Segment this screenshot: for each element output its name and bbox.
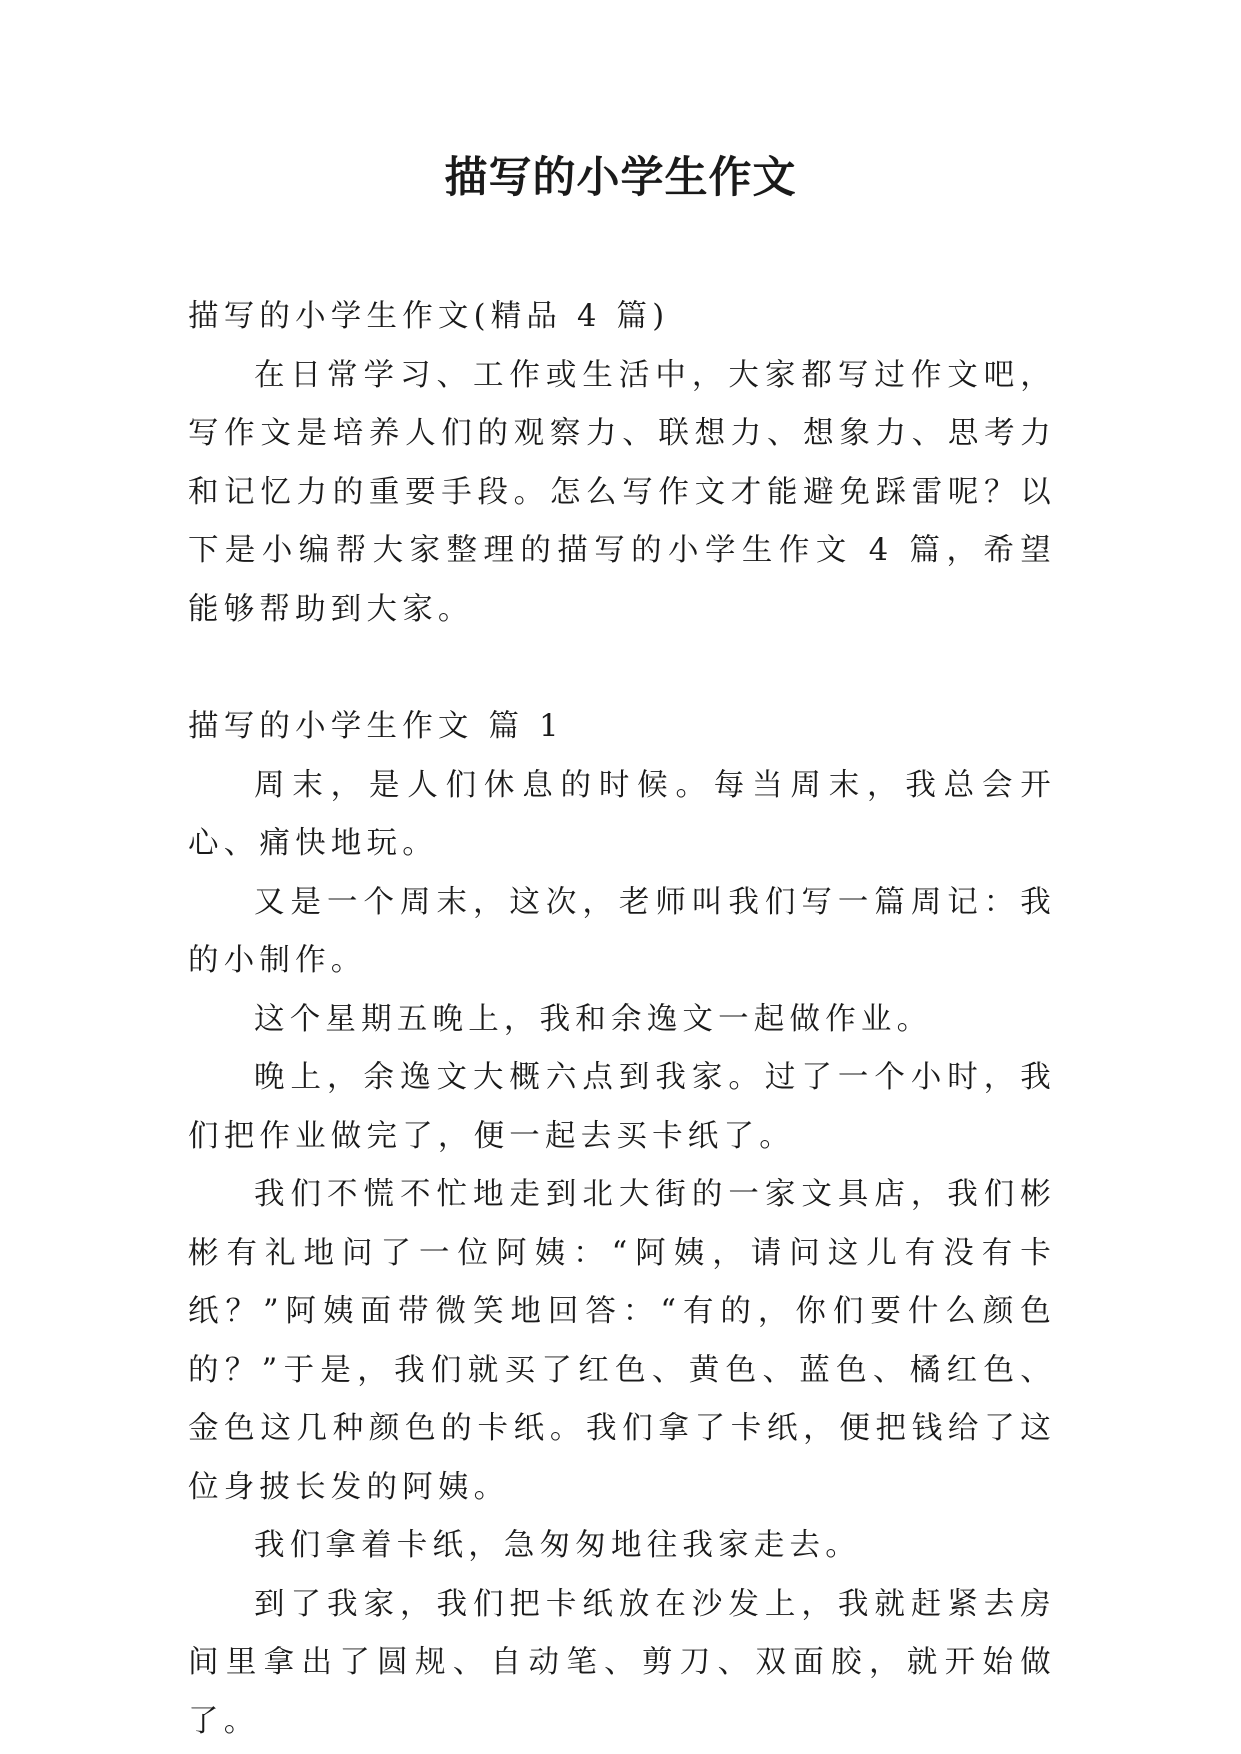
body-paragraph: 这个星期五晚上，我和余逸文一起做作业。 <box>254 1001 933 1037</box>
intro-paragraph: 在日常学习、工作或生活中，大家都写过作文吧，写作文是培养人们的观察力、联想力、想象力、思考力和记忆力的重要手段。怎么写作文才能避免踩雷呢？以下是小编帮大家整理的描写的小学生作文 4 篇，希望能够帮助到大家。 <box>188 357 1056 627</box>
body-paragraph: 又是一个周末，这次，老师叫我们写一篇周记：我的小制作。 <box>188 884 1056 978</box>
section-spacer <box>188 639 1056 698</box>
section-heading: 描写的小学生作文 篇 1 <box>188 709 564 744</box>
body-paragraph: 我们不慌不忙地走到北大街的一家文具店，我们彬彬有礼地问了一位阿姨：“阿姨，请问这儿有没有卡纸？”阿姨面带微笑地回答：“有的，你们要什么颜色的？”于是，我们就买了红色、黄色、蓝色、橘红色、金色这几种颜色的卡纸。我们拿了卡纸，便把钱给了这位身披长发的阿姨。 <box>188 1177 1056 1505</box>
body-paragraph: 晚上，余逸文大概六点到我家。过了一个小时，我们把作业做完了，便一起去买卡纸了。 <box>188 1060 1056 1154</box>
document-title: 描写的小学生作文 <box>444 153 797 203</box>
body-paragraph: 我们拿着卡纸，急匆匆地往我家走去。 <box>254 1528 861 1563</box>
document-body <box>188 288 1056 1751</box>
body-paragraph: 到了我家，我们把卡纸放在沙发上，我就赶紧去房间里拿出了圆规、自动笔、剪刀、双面胶，就开始做了。 <box>188 1586 1056 1739</box>
body-paragraph: 周末，是人们休息的时候。每当周末，我总会开心、痛快地玩。 <box>188 767 1056 861</box>
intro-heading: 描写的小学生作文(精品 4 篇) <box>188 299 670 334</box>
